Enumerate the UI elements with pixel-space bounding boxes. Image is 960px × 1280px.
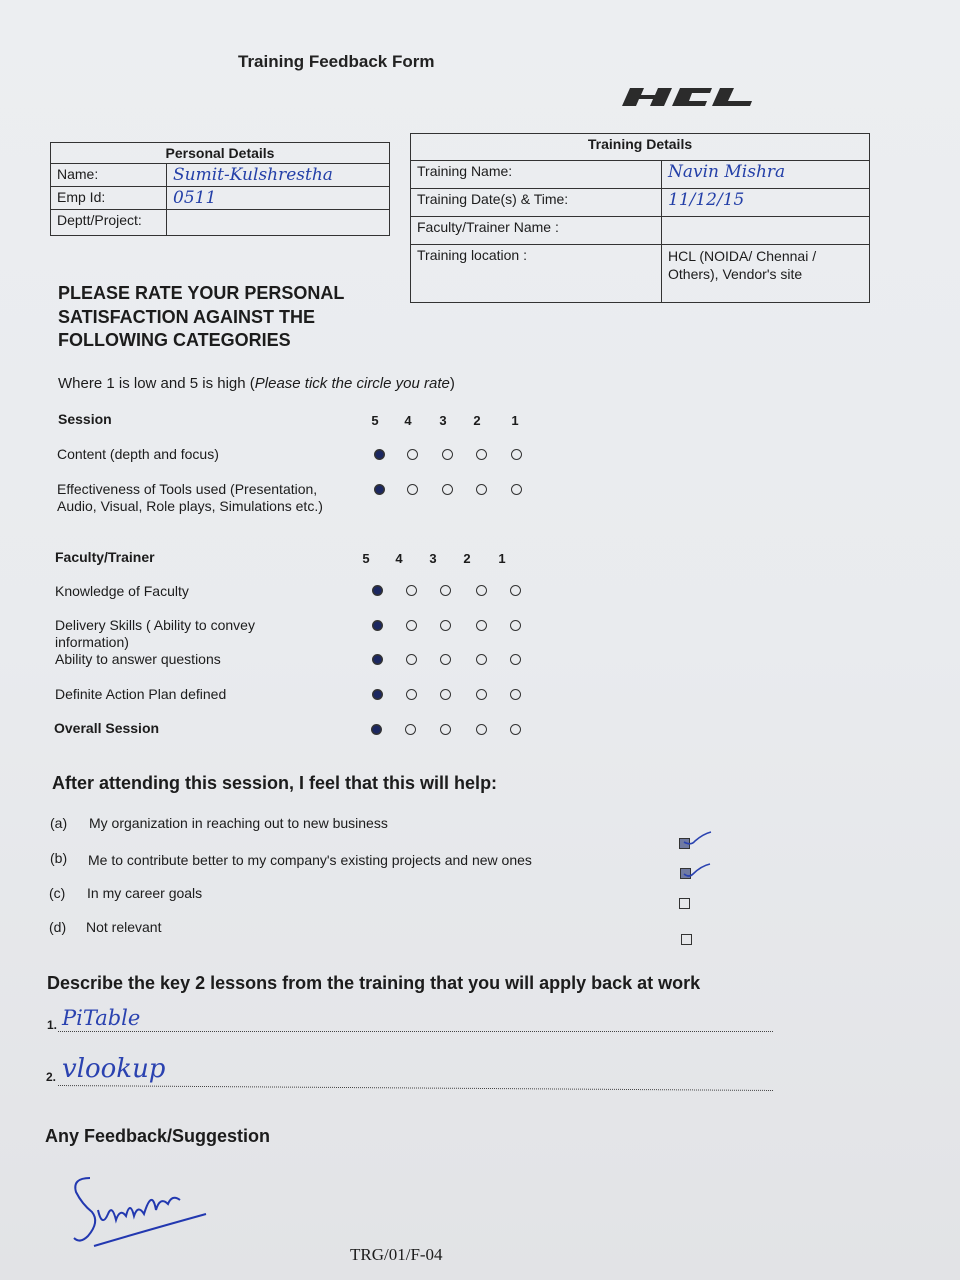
help-option-d-checkbox[interactable]	[681, 934, 692, 945]
faculty-scale-5: 5	[362, 551, 370, 566]
rating-circle-faculty-delivery-1[interactable]	[510, 620, 521, 631]
scale-5: 5	[371, 413, 379, 428]
rating-circle-faculty-knowledge-1[interactable]	[510, 585, 521, 596]
faculty-scale-3: 3	[429, 551, 437, 566]
lesson-1-line	[58, 1031, 773, 1032]
rating-circle-faculty-answer-5[interactable]	[372, 654, 383, 665]
rating-circle-session-content-1[interactable]	[511, 449, 522, 460]
session-item-tools: Effectiveness of Tools used (Presentation,	[57, 481, 318, 497]
scale-note-italic: Please tick the circle you rate	[254, 375, 450, 392]
rating-circle-faculty-knowledge-3[interactable]	[440, 585, 451, 596]
help-option-a-letter: (a)	[50, 815, 68, 831]
lessons-heading: Describe the key 2 lessons from the training that you will apply back at work	[47, 973, 701, 993]
name-value[interactable]: Sumit-Kulshrestha	[167, 164, 390, 187]
faculty-item-delivery-line2: information)	[55, 634, 129, 650]
trainer-name-label: Faculty/Trainer Name :	[411, 217, 662, 245]
help-option-c-text: In my career goals	[87, 885, 203, 901]
rating-circle-session-tools-2[interactable]	[476, 484, 487, 495]
rating-circle-faculty-delivery-5[interactable]	[372, 620, 383, 631]
tick-marks-icon	[683, 830, 713, 882]
scale-note	[58, 375, 455, 392]
training-name-label: Training Name:	[411, 161, 662, 189]
faculty-title: Faculty/Trainer	[55, 549, 155, 565]
rating-circle-session-content-2[interactable]	[476, 449, 487, 460]
dept-value[interactable]	[167, 210, 390, 236]
training-name-value[interactable]: Navin Mishra	[662, 161, 870, 189]
emp-id-label: Emp Id:	[51, 187, 167, 210]
session-title: Session	[58, 411, 112, 427]
session-item-content: Content (depth and focus)	[57, 446, 219, 462]
training-details-header: Training Details	[411, 134, 870, 161]
help-option-c-checkbox[interactable]	[679, 898, 690, 909]
faculty-scale-1: 1	[498, 551, 506, 566]
personal-details-table	[50, 142, 390, 236]
scale-note-main: Where 1 is low and 5 is high (	[58, 375, 255, 392]
rating-heading: PLEASE RATE YOUR PERSONAL SATISFACTION AGAINST THE FOLLOWING CATEGORIES	[58, 283, 345, 350]
faculty-item-answer: Ability to answer questions	[55, 651, 221, 667]
scale-3: 3	[439, 413, 447, 428]
rating-circle-faculty-action-plan-1[interactable]	[510, 689, 521, 700]
rating-circle-faculty-knowledge-4[interactable]	[406, 585, 417, 596]
rating-circle-session-content-4[interactable]	[407, 449, 418, 460]
help-option-b-letter: (b)	[50, 850, 68, 866]
rating-circle-session-tools-3[interactable]	[442, 484, 453, 495]
rating-circle-faculty-answer-4[interactable]	[406, 654, 417, 665]
help-option-c-letter: (c)	[49, 885, 66, 901]
training-details-table	[410, 133, 870, 303]
dept-label: Deptt/Project:	[51, 210, 167, 236]
training-date-value[interactable]: 11/12/15	[662, 189, 870, 217]
rating-circle-overall-session-2[interactable]	[476, 724, 487, 735]
name-label: Name:	[51, 164, 167, 187]
scale-2: 2	[473, 413, 481, 428]
rating-circle-session-content-3[interactable]	[442, 449, 453, 460]
form-title: Training Feedback Form	[238, 52, 435, 71]
signature-icon	[68, 1170, 218, 1250]
rating-circle-faculty-answer-1[interactable]	[510, 654, 521, 665]
emp-id-value[interactable]: 0511	[167, 187, 390, 210]
rating-circle-faculty-answer-2[interactable]	[476, 654, 487, 665]
training-location-value: HCL (NOIDA/ Chennai / Others), Vendor's site	[662, 245, 870, 303]
lesson-1-number: 1.	[47, 1018, 58, 1032]
rating-circle-faculty-action-plan-5[interactable]	[372, 689, 383, 700]
personal-details-header: Personal Details	[51, 143, 390, 164]
help-option-a-text: My organization in reaching out to new business	[89, 815, 388, 831]
help-option-d-text: Not relevant	[86, 919, 162, 935]
help-option-d-letter: (d)	[49, 919, 67, 935]
feedback-heading: Any Feedback/Suggestion	[45, 1126, 271, 1146]
faculty-item-delivery: Delivery Skills ( Ability to convey	[55, 617, 255, 633]
scale-4: 4	[404, 413, 412, 428]
rating-circle-faculty-action-plan-4[interactable]	[406, 689, 417, 700]
rating-circle-overall-session-5[interactable]	[371, 724, 382, 735]
training-date-label: Training Date(s) & Time:	[411, 189, 662, 217]
rating-circle-overall-session-3[interactable]	[440, 724, 451, 735]
lesson-2-text[interactable]: vlookup	[62, 1054, 166, 1084]
scale-note-end: )	[449, 375, 455, 392]
rating-circle-faculty-knowledge-2[interactable]	[476, 585, 487, 596]
form-code: TRG/01/F-04	[350, 1245, 443, 1264]
faculty-item-action-plan: Definite Action Plan defined	[55, 686, 227, 702]
session-item-tools-line2: Audio, Visual, Role plays, Simulations etc.)	[57, 498, 323, 514]
rating-circle-faculty-delivery-3[interactable]	[440, 620, 451, 631]
overall-session-label: Overall Session	[54, 720, 160, 736]
rating-circle-overall-session-1[interactable]	[510, 724, 521, 735]
rating-circle-faculty-delivery-4[interactable]	[406, 620, 417, 631]
rating-circle-faculty-action-plan-2[interactable]	[476, 689, 487, 700]
rating-circle-faculty-knowledge-5[interactable]	[372, 585, 383, 596]
trainer-name-value[interactable]	[662, 217, 870, 245]
faculty-item-knowledge: Knowledge of Faculty	[55, 583, 189, 599]
rating-circle-session-content-5[interactable]	[374, 449, 385, 460]
scale-1: 1	[511, 413, 519, 428]
help-option-b-text: Me to contribute better to my company's existing projects and new ones	[88, 852, 532, 868]
rating-circle-overall-session-4[interactable]	[405, 724, 416, 735]
lesson-2-number: 2.	[46, 1070, 57, 1084]
hcl-logo	[622, 86, 768, 108]
training-location-label: Training location :	[411, 245, 662, 303]
rating-circle-faculty-action-plan-3[interactable]	[440, 689, 451, 700]
faculty-scale-2: 2	[463, 551, 471, 566]
rating-circle-faculty-delivery-2[interactable]	[476, 620, 487, 631]
rating-circle-faculty-answer-3[interactable]	[440, 654, 451, 665]
lesson-1-text[interactable]: PiTable	[62, 1006, 141, 1030]
rating-circle-session-tools-1[interactable]	[511, 484, 522, 495]
faculty-scale-4: 4	[395, 551, 403, 566]
rating-circle-session-tools-4[interactable]	[407, 484, 418, 495]
help-heading: After attending this session, I feel that this will help:	[52, 773, 498, 793]
rating-circle-session-tools-5[interactable]	[374, 484, 385, 495]
